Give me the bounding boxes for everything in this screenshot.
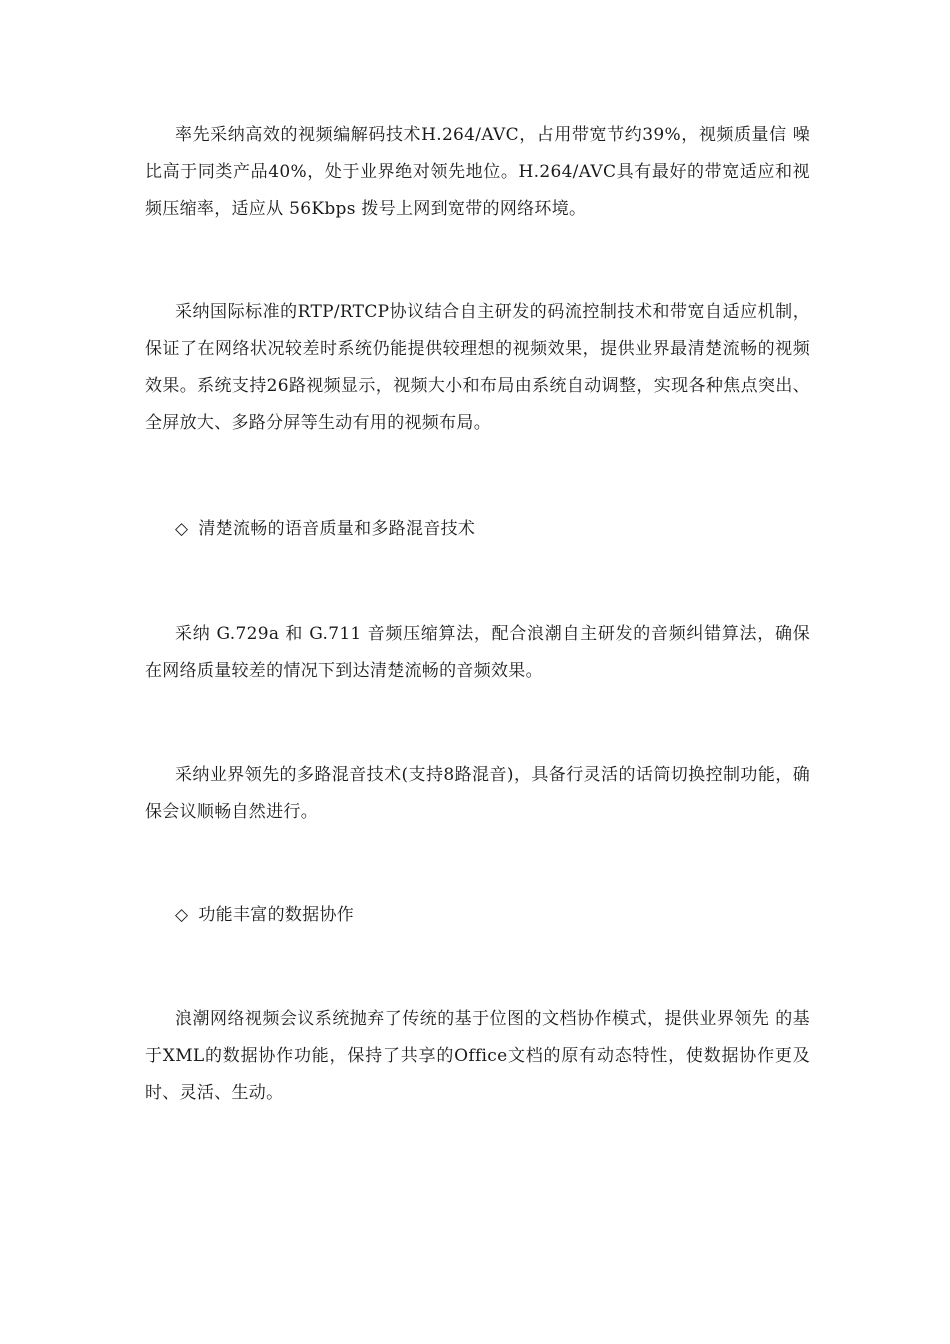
section-heading-audio-text: 清楚流畅的语音质量和多路混音技术 <box>198 519 476 539</box>
paragraph-audio-mixing: 采纳业界领先的多路混音技术(支持8路混音)，具备行灵活的话筒切换控制功能，确保会议顺畅自然进行。 <box>145 765 810 822</box>
section-heading-data-collab-text: 功能丰富的数据协作 <box>198 905 355 925</box>
paragraph-data-collaboration: 浪潮网络视频会议系统抛弃了传统的基于位图的文档协作模式，提供业界领先 的基于XML的数据协作功能，保持了共享的Office文档的原有动态特性，使数据协作更及时、灵活、生动。 <box>145 1009 810 1103</box>
section-heading-data-collab <box>175 897 354 934</box>
section-heading-audio <box>175 511 475 548</box>
diamond-bullet-icon: ◇ <box>175 519 189 539</box>
paragraph-audio-compression: 采纳 G.729a 和 G.711 音频压缩算法，配合浪潮自主研发的音频纠错算法，确保在网络质量较差的情况下到达清楚流畅的音频效果。 <box>145 624 810 681</box>
paragraph-bandwidth-adaptive: 采纳国际标准的RTP/RTCP协议结合自主研发的码流控制技术和带宽自适应机制，保证了在网络状况较差时系统仍能提供较理想的视频效果，提供业界最清楚流畅的视频效果。系统支持26路视频显示，视频大小和布局由系统自动调整，实现各种焦点突出、全屏放大、多路分屏等生动有用的视频布局。 <box>145 302 810 433</box>
paragraph-video-codec: 率先采纳高效的视频编解码技术H.264/AVC，占用带宽节约39%，视频质量信 噪比高于同类产品40%，处于业界绝对领先地位。H.264/AVC具有最好的带宽适应和视频压缩率，适应从 56Kbps 拨号上网到宽带的网络环境。 <box>145 125 810 219</box>
diamond-bullet-icon: ◇ <box>175 905 189 925</box>
